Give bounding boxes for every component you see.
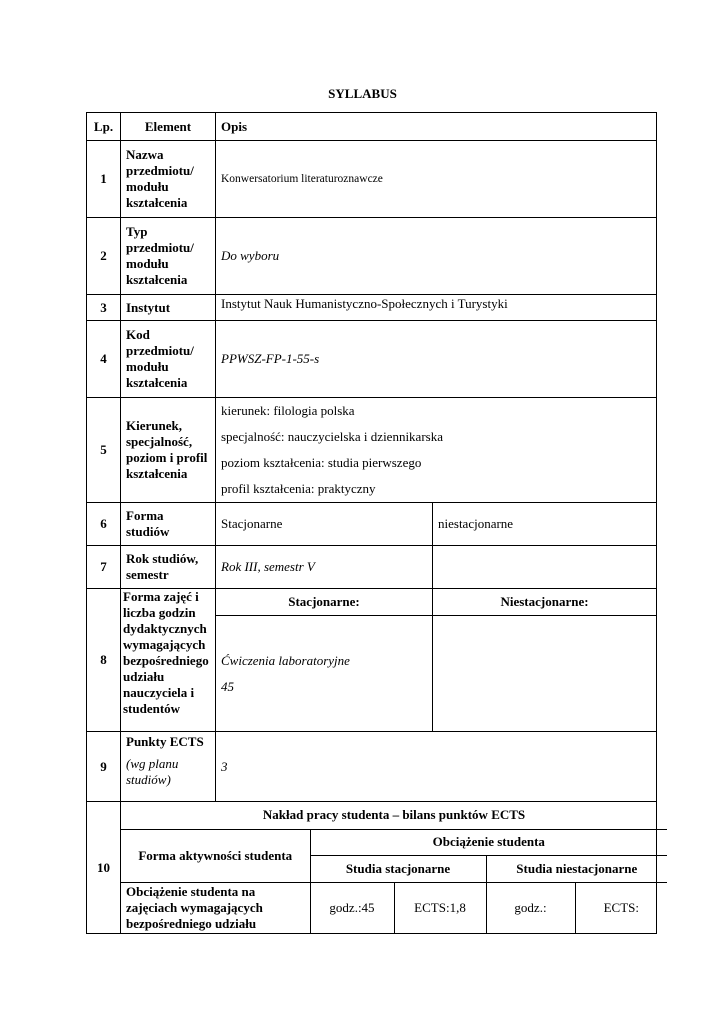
ects-niestac-godz: godz.: bbox=[486, 882, 575, 933]
row-8-hours: 45 bbox=[221, 678, 234, 694]
row-5 bbox=[87, 398, 657, 503]
row-3-value: Instytut Nauk Humanistyczno-Społecznych i Turystyki bbox=[216, 295, 657, 321]
row-2 bbox=[87, 218, 657, 295]
row-9 bbox=[87, 732, 657, 802]
row-8-col-stac: Stacjonarne: bbox=[216, 589, 433, 616]
ects-col-niestac: Studia niestacjonarne bbox=[486, 855, 667, 882]
row-1-lp: 1 bbox=[87, 141, 121, 218]
row-5-line: specjalność: nauczycielska i dziennikarska bbox=[221, 429, 443, 444]
row-6-lp: 6 bbox=[87, 503, 121, 546]
row-7 bbox=[87, 546, 657, 589]
ects-niestac-ects: ECTS: bbox=[575, 882, 667, 933]
ects-heading: Nakład pracy studenta – bilans punktów ECTS bbox=[121, 802, 667, 829]
row-8-niestac-value bbox=[433, 616, 657, 732]
row-10-content bbox=[121, 802, 657, 934]
row-2-element: Typ przedmiotu/ modułu kształcenia bbox=[121, 218, 216, 295]
ects-col-stac: Studia stacjonarne bbox=[310, 855, 486, 882]
ects-col-load: Obciążenie studenta bbox=[310, 829, 667, 855]
row-6-element: Forma studiów bbox=[121, 503, 216, 546]
row-4-value: PPWSZ-FP-1-55-s bbox=[216, 321, 657, 398]
header-opis: Opis bbox=[216, 113, 657, 141]
row-9-note: (wg planu studiów) bbox=[126, 756, 179, 787]
ects-data-row bbox=[121, 882, 667, 933]
header-row bbox=[87, 113, 657, 141]
row-5-line: poziom kształcenia: studia pierwszego bbox=[221, 455, 422, 470]
row-9-element-cell bbox=[121, 732, 216, 802]
row-4-element: Kod przedmiotu/ modułu kształcenia bbox=[121, 321, 216, 398]
row-5-line: kierunek: filologia polska bbox=[221, 403, 355, 418]
row-3-element: Instytut bbox=[121, 295, 216, 321]
row-8-header bbox=[87, 589, 657, 616]
row-2-lp: 2 bbox=[87, 218, 121, 295]
row-1-value: Konwersatorium literaturoznawcze bbox=[216, 141, 657, 218]
row-9-lp: 9 bbox=[87, 732, 121, 802]
row-1 bbox=[87, 141, 657, 218]
row-4 bbox=[87, 321, 657, 398]
row-9-element: Punkty ECTS bbox=[126, 734, 204, 749]
row-8-lp: 8 bbox=[87, 589, 121, 732]
row-6-niestacjonarne: niestacjonarne bbox=[433, 503, 657, 546]
row-3 bbox=[87, 295, 657, 321]
row-7-lp: 7 bbox=[87, 546, 121, 589]
row-6-stacjonarne: Stacjonarne bbox=[216, 503, 433, 546]
row-9-value: 3 bbox=[216, 732, 657, 802]
row-7-value: Rok III, semestr V bbox=[216, 546, 433, 589]
header-lp: Lp. bbox=[87, 113, 121, 141]
row-6 bbox=[87, 503, 657, 546]
ects-heading-row bbox=[121, 802, 667, 829]
row-5-element: Kierunek, specjalność, poziom i profil kształcenia bbox=[121, 398, 216, 503]
row-4-lp: 4 bbox=[87, 321, 121, 398]
row-8-stac-value bbox=[216, 616, 433, 732]
row-8-col-niestac: Niestacjonarne: bbox=[433, 589, 657, 616]
ects-activity: Obciążenie studenta na zajęciach wymagających bezpośredniego udziału bbox=[121, 882, 310, 933]
syllabus-table bbox=[86, 112, 657, 934]
header-element: Element bbox=[121, 113, 216, 141]
row-5-line: profil kształcenia: praktyczny bbox=[221, 481, 376, 496]
ects-col-form: Forma aktywności studenta bbox=[121, 829, 310, 882]
row-8-element: Forma zajęć i liczba godzin dydaktycznych wymagających bezpośredniego udziału nauczyciela i studentów bbox=[121, 589, 216, 732]
row-5-lp: 5 bbox=[87, 398, 121, 503]
row-5-value bbox=[216, 398, 657, 503]
row-10-lp: 10 bbox=[87, 802, 121, 934]
row-7-element: Rok studiów, semestr bbox=[121, 546, 216, 589]
row-2-value: Do wyboru bbox=[216, 218, 657, 295]
row-8-form: Ćwiczenia laboratoryjne bbox=[221, 652, 350, 668]
ects-stac-godz: godz.:45 bbox=[310, 882, 394, 933]
ects-subheader-row bbox=[121, 829, 667, 855]
document-title: SYLLABUS bbox=[328, 86, 397, 101]
ects-balance-table bbox=[121, 802, 667, 933]
row-1-element: Nazwa przedmiotu/ modułu kształcenia bbox=[121, 141, 216, 218]
ects-stac-ects: ECTS:1,8 bbox=[394, 882, 486, 933]
row-3-lp: 3 bbox=[87, 295, 121, 321]
row-10 bbox=[87, 802, 657, 934]
row-7-empty bbox=[433, 546, 657, 589]
